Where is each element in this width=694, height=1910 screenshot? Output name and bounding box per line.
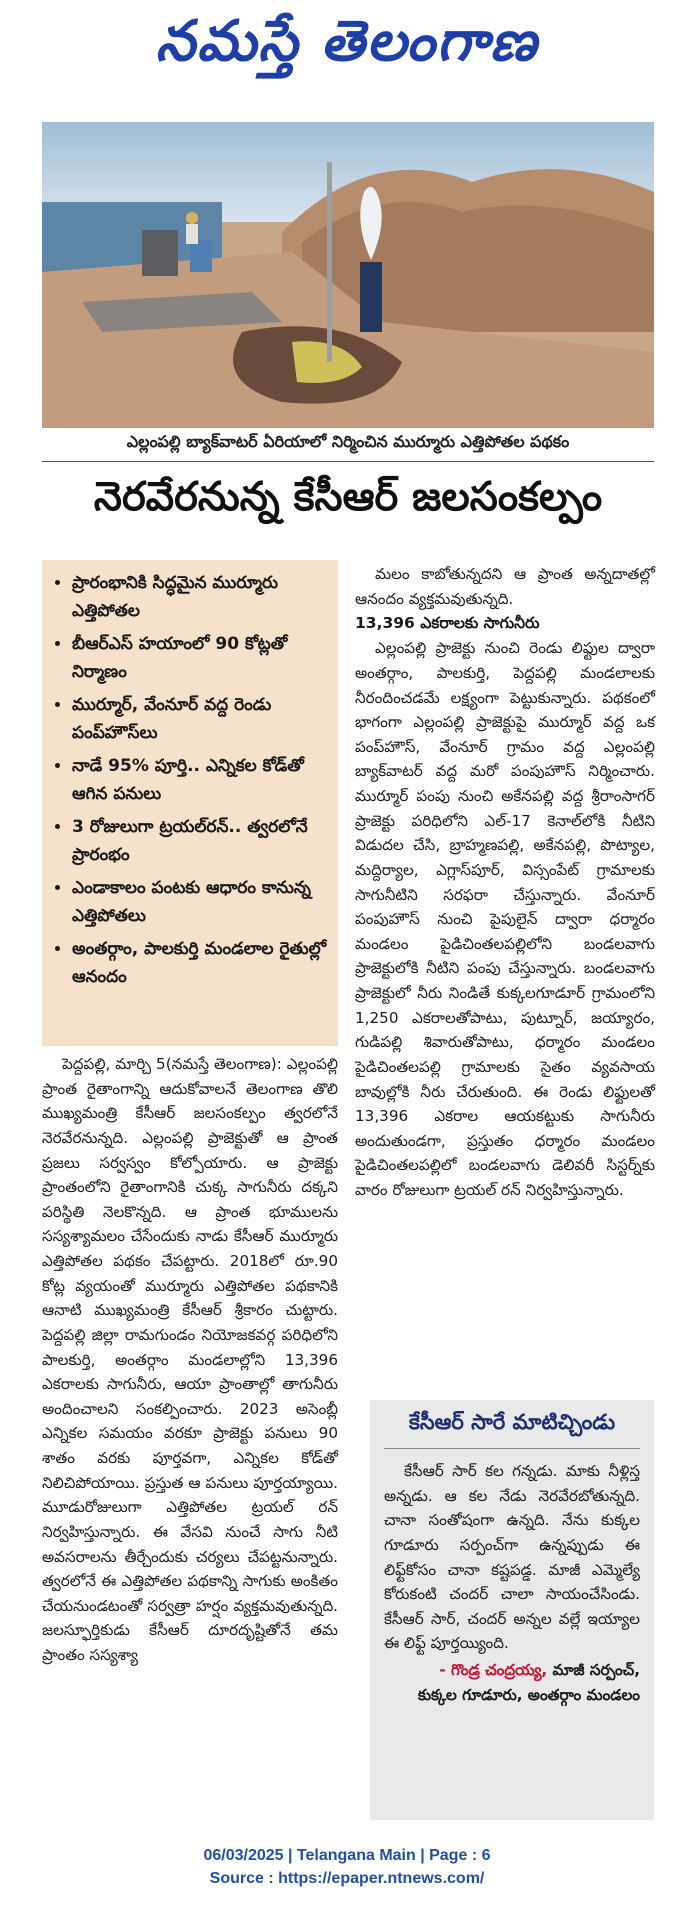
signature-place: కుక్కల గూడూరు, అంతర్గాం మండలం bbox=[417, 1685, 640, 1704]
footer-source-link[interactable]: Source : https://epaper.ntnews.com/ bbox=[209, 1870, 485, 1888]
article-right-column bbox=[355, 562, 655, 1203]
highlight-item: • ప్రారంభానికి సిద్ధమైన ముర్మూరు ఎత్తిపోతల bbox=[72, 570, 328, 625]
highlights-box bbox=[42, 560, 338, 1046]
highlight-item: • ముర్మూర్‌, వేంనూర్‌ వద్ద రెండు పంప్‌హౌస్‌లు bbox=[72, 692, 328, 747]
footer bbox=[0, 1844, 694, 1890]
article-subheading: 13,396 ఎకరాలకు సాగునీరు bbox=[355, 614, 540, 633]
highlight-item: • నాడే 95% పూర్తి.. ఎన్నికల కోడ్‌తో ఆగిన పనులు bbox=[72, 753, 328, 808]
sidebar-body: కేసీఆర్‌ సార్‌ కల గన్నడు. మాకు నీళ్లిస్త అన్నడు. ఆ కల నేడు నెరవేరబోతున్నది. చానా సంతోషంగా ఉన్నది. నేను కుక్కల గూడూరు సర్పంచ్‌గా ఉన్నప్పుడు ఈ లిఫ్ట్‌కోసం చానా కష్టపడ్డ. మాజీ ఎమ్మెల్యే కోరుకంటి చందర్‌ చాలా సాయంచేసిండు. కేసీఆర్‌ సార్‌, చందర్‌ అన్నల వల్లే ఇయ్యాల ఈ లిఫ్ట్‌ పూర్తయ్యింది. bbox=[384, 1462, 640, 1653]
article-text: మలం కాబోతున్నదని ఆ ప్రాంత అన్నదాతల్లో ఆనందం వ్యక్తమవుతున్నది. bbox=[355, 565, 655, 608]
article-text: ఎల్లంపల్లి ప్రాజెక్టు నుంచి రెండు లిఫ్టుల ద్వారా అంతర్గాం, పాలకుర్తి, పెద్దపల్లి మండలాలకు నీరందించడమే లక్ష్యంగా పెట్టుకున్నారు. పథకంలో భాగంగా ఎల్లంపల్లి ప్రాజెక్టుపై ముర్మూర్‌ వద్ద ఒక పంప్‌హౌస్‌, వేంనూర్‌ గ్రామం వద్ద ఎల్లంపల్లి బ్యాక్‌వాటర్‌ వద్ద మరో పంపుహౌస్‌ నిర్మించారు. ముర్మూర్‌ పంపు నుంచి అకేనపల్లి వద్ద శ్రీరాంసాగర్‌ ప్రాజెక్టు పరిధిలోని ఎల్‌-17 కెనాల్‌లోకి నీటిని విడుదల చేసి, బ్రాహ్మణపల్లి, అకేనపల్లి, పొట్యాల, మద్దిర్యాల, ఎగ్లాస్‌పూర్‌, విస్సంపేట్‌ గ్రామాలకు సాగునీటిని సరఫరా చేస్తున్నారు. వేంనూర్‌ పంపుహౌస్‌ నుంచి పైపులైన్‌ ద్వారా ధర్మారం మండలం పైడిచింతలపల్లిలోని బండలవాగు ప్రాజెక్టులోకి నీటిని పంపు చేస్తున్నారు. బండలవాగు ప్రాజెక్టులో నీరు నిండితే కుక్కలగూడూర్‌ గ్రామంలోని 1,250 ఎకరాలతోపాటు, పుట్నూర్‌, జయ్యారం, గుడిపల్లి శివారుతోపాటు, ధర్మారం మండలం పైడిచింతలపల్లి గ్రామాలకు సైతం వ్యవసాయ బావుల్లోకి నీరు చేరుతుంది. ఈ రెండు లిఫ్టులతో 13,396 ఎకరాల ఆయకట్టుకు సాగునీరు అందుతుండగా, ప్రస్తుతం ధర్మారం మండలం పైడిచింతలపల్లిలో బండలవాగు డెలివరీ సిస్టర్న్‌కు వారం రోజులుగా ట్రయల్‌ రన్‌ నిర్వహిస్తున్నారు. bbox=[355, 639, 655, 1200]
signature-name: - గొండ్ర చంద్రయ్య, bbox=[439, 1661, 548, 1679]
footer-date-line: 06/03/2025 | Telangana Main | Page : 6 bbox=[203, 1847, 491, 1864]
news-photo bbox=[42, 122, 654, 428]
sidebar-signature bbox=[384, 1658, 640, 1707]
highlight-item: • బీఆర్‌ఎస్‌ హయాంలో 90 కోట్లతో నిర్మాణం bbox=[72, 631, 328, 686]
article-left-column bbox=[42, 1052, 338, 1668]
highlight-item: • 3 రోజులుగా ట్రయల్‌రన్‌.. త్వరలోనే ప్రారంభం bbox=[72, 814, 328, 869]
highlight-item: • ఎండాకాలం పంటకు ఆధారం కానున్న ఎత్తిపోతలు bbox=[72, 875, 328, 930]
quote-sidebar bbox=[370, 1400, 654, 1820]
masthead: నమస్తే తెలంగాణ bbox=[155, 8, 539, 74]
highlight-item: • అంతర్గాం, పాలకుర్తి మండలాల రైతుల్లో ఆనందం bbox=[72, 936, 328, 991]
signature-role: మాజీ సర్పంచ్‌, bbox=[552, 1661, 640, 1679]
headline: నెరవేరనున్న కేసీఆర్‌ జలసంకల్పం bbox=[93, 474, 603, 520]
article-text: పెద్దపల్లి, మార్చి 5(నమస్తే తెలంగాణ): ఎల్లంపల్లి ప్రాంత రైతాంగాన్ని ఆదుకోవాలనే తెలంగాణ తొలి ముఖ్యమంత్రి కేసీఆర్‌ జలసంకల్పం త్వరలోనే నెరవేరనున్నది. ఎల్లంపల్లి ప్రాజెక్టుతో ఆ ప్రాంత ప్రజలు సర్వస్వం కోల్పోయారు. ఆ ప్రాజెక్టు ప్రాంతంలోని రైతాంగానికి చుక్క సాగునీరు దక్కని పరిస్థితి నెలకొన్నది. ఆ ప్రాంత భూములను సస్యశ్యామలం చేసేందుకు నాడు కేసీఆర్‌ ముర్మూరు ఎత్తిపోతల పథకం చేపట్టారు. 2018లో రూ.90 కోట్ల వ్యయంతో ముర్మూరు ఎత్తిపోతల పథకానికి ఆనాటి ముఖ్యమంత్రి కేసీఆర్‌ శ్రీకారం చుట్టారు. పెద్దపల్లి జిల్లా రామగుండం నియోజకవర్గ పరిధిలోని పాలకుర్తి, అంతర్గాం మండలాల్లోని 13,396 ఎకరాలకు సాగునీరు, ఆయా ప్రాంతాల్లో తాగునీరు అందించాలని సంకల్పించారు. 2023 అసెంబ్లీ ఎన్నికల సమయం వరకూ ప్రాజెక్టు పనులు 90 శాతం వరకు పూర్తవగా, ఎన్నికల కోడ్‌తో నిలిచిపోయాయి. ప్రస్తుత ఆ పనులు పూర్తయ్యాయి. మూడురోజులుగా ఎత్తిపోతల ట్రయల్‌ రన్‌ నిర్వహిస్తున్నారు. ఈ వేసవి నుంచే సాగు నీటి అవసరాలను తీర్చేందుకు చర్యలు చేపట్టనున్నారు. త్వరలోనే ఈ ఎత్తిపోతల పథకాన్ని సాగుకు అంకితం చేయనుండటంతో సర్వత్రా హర్షం వ్యక్తమవుతున్నది. జలస్ఫూర్తికుడు కేసీఆర్‌ దూరదృష్టితోనే తమ ప్రాంతం సస్యశ్యా bbox=[42, 1055, 338, 1664]
photo-caption: ఎల్లంపల్లి బ్యాక్‌వాటర్‌ ఏరియాలో నిర్మించిన ముర్మూరు ఎత్తిపోతల పథకం bbox=[42, 432, 654, 462]
sidebar-title: కేసీఆర్‌ సారే మాటిచ్చిండు bbox=[384, 1410, 640, 1449]
